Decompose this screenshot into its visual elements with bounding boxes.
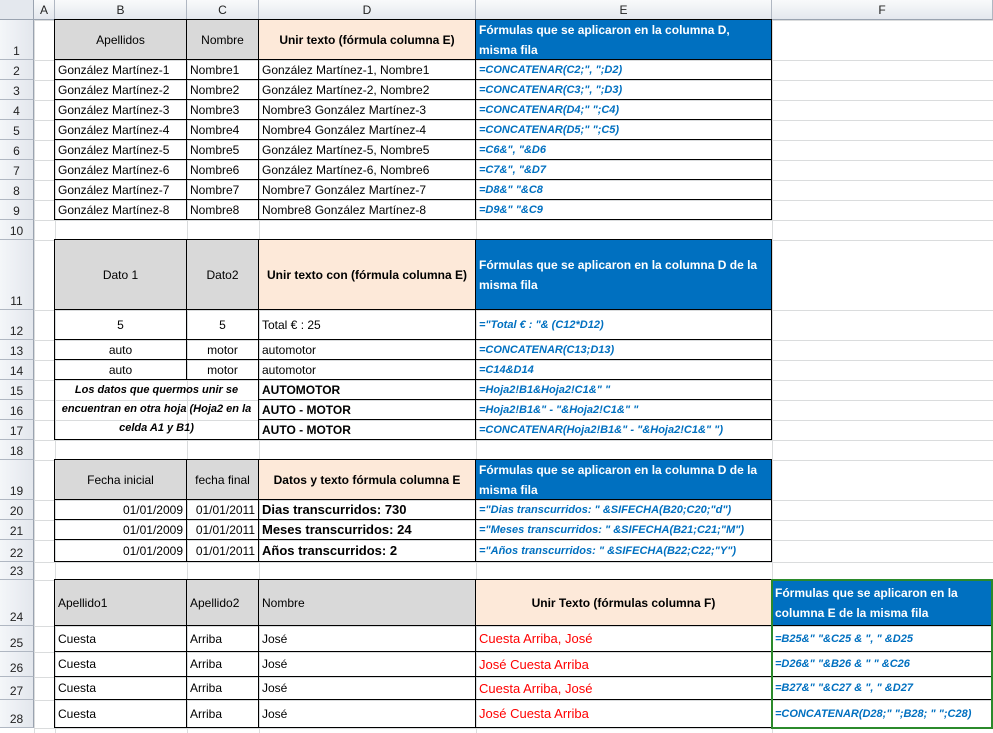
row-header-13[interactable]: 13 — [0, 340, 34, 360]
column-header-b[interactable]: B — [55, 0, 187, 20]
cell-apellido2[interactable]: Arriba — [186, 699, 259, 728]
cell-fecha-inicial[interactable]: 01/01/2009 — [54, 539, 187, 562]
cell-dato1[interactable]: auto — [54, 359, 187, 380]
cell-formula[interactable]: =CONCATENAR(Hoja2!B1&" - "&Hoja2!C1&" ") — [475, 419, 772, 440]
cell-unir-texto[interactable]: Nombre7 González Martínez-7 — [258, 179, 476, 200]
cell-apellidos[interactable]: González Martínez-7 — [54, 179, 187, 200]
cell-fecha-final[interactable]: 01/01/2011 — [186, 519, 259, 540]
cell-unir-texto[interactable]: automotor — [258, 339, 476, 360]
row-header-1[interactable]: 1 — [0, 20, 34, 60]
cell-nombre[interactable]: Nombre2 — [186, 79, 259, 100]
cell-nombre[interactable]: José — [258, 676, 476, 700]
cell-nombre[interactable]: Nombre5 — [186, 139, 259, 160]
cell-formula[interactable]: =CONCATENAR(C3;", ";D3) — [475, 79, 772, 100]
cell-apellidos[interactable]: González Martínez-5 — [54, 139, 187, 160]
cell-fecha-inicial[interactable]: 01/01/2009 — [54, 499, 187, 520]
cell-formula[interactable]: ="Dias transcurridos: " &SIFECHA(B20;C20;"d") — [475, 499, 772, 520]
cell-nombre[interactable]: José — [258, 699, 476, 728]
column-header-f[interactable]: F — [772, 0, 993, 20]
column-header-d[interactable]: D — [259, 0, 476, 20]
cell-formula[interactable]: ="Años transcurridos: " &SIFECHA(B22;C22;"Y") — [475, 539, 772, 562]
cell-fecha-final[interactable]: 01/01/2011 — [186, 539, 259, 562]
cell-unir-texto[interactable]: Nombre8 González Martínez-8 — [258, 199, 476, 220]
row-header-16[interactable]: 16 — [0, 400, 34, 420]
row-header-14[interactable]: 14 — [0, 360, 34, 380]
header-datos-texto[interactable]: Datos y texto fórmula columna E — [258, 459, 476, 500]
header-formulas[interactable]: Fórmulas que se aplicaron en la columna D de la misma fila — [475, 239, 772, 310]
row-header-20[interactable]: 20 — [0, 500, 34, 520]
header-apellidos[interactable]: Apellidos — [54, 19, 187, 60]
cell-apellido1[interactable]: Cuesta — [54, 651, 187, 677]
row-header-21[interactable]: 21 — [0, 520, 34, 540]
gridline-h — [34, 220, 993, 221]
cell-nombre[interactable]: Nombre6 — [186, 159, 259, 180]
cell-formula[interactable]: =CONCATENAR(D4;" ";C4) — [475, 99, 772, 120]
row-header-18[interactable]: 18 — [0, 440, 34, 460]
cell-formula[interactable]: =C14&D14 — [475, 359, 772, 380]
cell-datos-texto[interactable]: Años transcurridos: 2 — [258, 539, 476, 562]
row-header-3[interactable]: 3 — [0, 80, 34, 100]
column-header-a[interactable]: A — [34, 0, 55, 20]
cell-formula[interactable]: =C7&", "&D7 — [475, 159, 772, 180]
gridline-v — [34, 20, 35, 733]
cell-unir-texto[interactable]: AUTOMOTOR — [258, 379, 476, 400]
cell-apellido2[interactable]: Arriba — [186, 676, 259, 700]
row-header-12[interactable]: 12 — [0, 310, 34, 340]
row-header-10[interactable]: 10 — [0, 220, 34, 240]
row-header-17[interactable]: 17 — [0, 420, 34, 440]
cell-dato2[interactable]: 5 — [186, 309, 259, 340]
cell-nombre[interactable]: Nombre1 — [186, 59, 259, 80]
row-header-25[interactable]: 25 — [0, 626, 34, 652]
row-header-11[interactable]: 11 — [0, 240, 34, 310]
cell-unir-texto[interactable]: automotor — [258, 359, 476, 380]
cell-fecha-final[interactable]: 01/01/2011 — [186, 499, 259, 520]
merged-note[interactable]: Los datos que quermos unir se encuentran en otra hoja (Hoja2 en la celda A1 y B1) — [54, 379, 259, 440]
cell-unir-texto[interactable]: José Cuesta Arriba — [475, 651, 772, 677]
row-header-27[interactable]: 27 — [0, 677, 34, 700]
cell-unir-texto[interactable]: González Martínez-5, Nombre5 — [258, 139, 476, 160]
cell-formula[interactable]: =B25&" "&C25 & ", " &D25 — [771, 625, 993, 652]
header-nombre[interactable]: Nombre — [258, 579, 476, 626]
cell-unir-texto[interactable]: Cuesta Arriba, José — [475, 676, 772, 700]
cell-datos-texto[interactable]: Meses transcurridos: 24 — [258, 519, 476, 540]
row-header-9[interactable]: 9 — [0, 200, 34, 220]
header-apellido2[interactable]: Apellido2 — [186, 579, 259, 626]
cell-formula[interactable]: =D26&" "&B26 & " " &C26 — [771, 651, 993, 677]
row-header-26[interactable]: 26 — [0, 652, 34, 677]
gridline-h — [34, 562, 993, 563]
cell-formula[interactable]: =Hoja2!B1&" - "&Hoja2!C1&" " — [475, 399, 772, 420]
cell-dato1[interactable]: auto — [54, 339, 187, 360]
header-unir-texto[interactable]: Unir Texto (fórmulas columna F) — [475, 579, 772, 626]
cell-apellido1[interactable]: Cuesta — [54, 625, 187, 652]
header-formulas[interactable]: Fórmulas que se aplicaron en la columna D de la misma fila — [475, 459, 772, 500]
cell-apellidos[interactable]: González Martínez-2 — [54, 79, 187, 100]
cell-nombre[interactable]: José — [258, 625, 476, 652]
cell-nombre[interactable]: José — [258, 651, 476, 677]
row-header-7[interactable]: 7 — [0, 160, 34, 180]
cell-apellido1[interactable]: Cuesta — [54, 699, 187, 728]
cell-apellidos[interactable]: González Martínez-8 — [54, 199, 187, 220]
cell-formula[interactable]: =D9&" "&C9 — [475, 199, 772, 220]
row-header-24[interactable]: 24 — [0, 580, 34, 626]
cell-unir-texto[interactable]: González Martínez-6, Nombre6 — [258, 159, 476, 180]
cell-apellido1[interactable]: Cuesta — [54, 676, 187, 700]
selection-range — [771, 579, 993, 729]
cell-datos-texto[interactable]: Dias transcurridos: 730 — [258, 499, 476, 520]
row-header-23[interactable]: 23 — [0, 562, 34, 580]
cell-unir-texto[interactable]: González Martínez-1, Nombre1 — [258, 59, 476, 80]
gridline-h — [34, 440, 993, 441]
row-header-5[interactable]: 5 — [0, 120, 34, 140]
cell-formula[interactable]: =D8&" "&C8 — [475, 179, 772, 200]
cell-dato2[interactable]: motor — [186, 359, 259, 380]
cell-nombre[interactable]: Nombre3 — [186, 99, 259, 120]
cell-formula[interactable]: ="Total € : "& (C12*D12) — [475, 309, 772, 340]
cell-dato2[interactable]: motor — [186, 339, 259, 360]
cell-formula[interactable]: =B27&" "&C27 & ", " &D27 — [771, 676, 993, 700]
cell-unir-texto[interactable]: Nombre3 González Martínez-3 — [258, 99, 476, 120]
header-formulas[interactable]: Fórmulas que se aplicaron en la columna E de la misma fila — [771, 579, 993, 626]
cell-formula[interactable]: =CONCATENAR(D5;" ";C5) — [475, 119, 772, 140]
header-fecha-inicial[interactable]: Fecha inicial — [54, 459, 187, 500]
cell-apellidos[interactable]: González Martínez-1 — [54, 59, 187, 80]
header-dato2[interactable]: Dato2 — [186, 239, 259, 310]
header-formulas[interactable]: Fórmulas que se aplicaron en la columna D, misma fila — [475, 19, 772, 60]
cell-formula[interactable]: =CONCATENAR(C13;D13) — [475, 339, 772, 360]
header-unir-texto[interactable]: Unir texto (fórmula columna E) — [258, 19, 476, 60]
column-header-e[interactable]: E — [476, 0, 772, 20]
header-unir-texto-con[interactable]: Unir texto con (fórmula columna E) — [258, 239, 476, 310]
cell-formula[interactable]: ="Meses transcurridos: " &SIFECHA(B21;C21;"M") — [475, 519, 772, 540]
cell-formula[interactable]: =C6&", "&D6 — [475, 139, 772, 160]
cell-apellidos[interactable]: González Martínez-3 — [54, 99, 187, 120]
cell-apellido2[interactable]: Arriba — [186, 651, 259, 677]
cell-nombre[interactable]: Nombre7 — [186, 179, 259, 200]
header-nombre[interactable]: Nombre — [186, 19, 259, 60]
cell-unir-texto[interactable]: Cuesta Arriba, José — [475, 625, 772, 652]
cell-formula[interactable]: =Hoja2!B1&Hoja2!C1&" " — [475, 379, 772, 400]
row-header-8[interactable]: 8 — [0, 180, 34, 200]
row-header-15[interactable]: 15 — [0, 380, 34, 400]
row-header-22[interactable]: 22 — [0, 540, 34, 562]
cell-nombre[interactable]: Nombre8 — [186, 199, 259, 220]
cell-unir-texto[interactable]: AUTO - MOTOR — [258, 419, 476, 440]
cell-unir-texto[interactable]: Nombre4 González Martínez-4 — [258, 119, 476, 140]
cell-unir-texto[interactable]: Total € : 25 — [258, 309, 476, 340]
cell-apellido2[interactable]: Arriba — [186, 625, 259, 652]
row-header-2[interactable]: 2 — [0, 60, 34, 80]
header-apellido1[interactable]: Apellido1 — [54, 579, 187, 626]
cell-fecha-inicial[interactable]: 01/01/2009 — [54, 519, 187, 540]
row-header-19[interactable]: 19 — [0, 460, 34, 500]
cell-nombre[interactable]: Nombre4 — [186, 119, 259, 140]
cell-unir-texto[interactable]: González Martínez-2, Nombre2 — [258, 79, 476, 100]
column-header-c[interactable]: C — [187, 0, 259, 20]
cell-formula[interactable]: =CONCATENAR(D28;" ";B28; " ";C28) — [771, 699, 993, 728]
select-all-corner[interactable] — [0, 0, 34, 20]
row-header-4[interactable]: 4 — [0, 100, 34, 120]
header-dato1[interactable]: Dato 1 — [54, 239, 187, 310]
cell-apellidos[interactable]: González Martínez-6 — [54, 159, 187, 180]
cell-formula[interactable]: =CONCATENAR(C2;", ";D2) — [475, 59, 772, 80]
row-header-6[interactable]: 6 — [0, 140, 34, 160]
cell-unir-texto[interactable]: José Cuesta Arriba — [475, 699, 772, 728]
header-fecha-final[interactable]: fecha final — [186, 459, 259, 500]
cell-dato1[interactable]: 5 — [54, 309, 187, 340]
row-header-28[interactable]: 28 — [0, 700, 34, 728]
cell-apellidos[interactable]: González Martínez-4 — [54, 119, 187, 140]
cell-unir-texto[interactable]: AUTO - MOTOR — [258, 399, 476, 420]
